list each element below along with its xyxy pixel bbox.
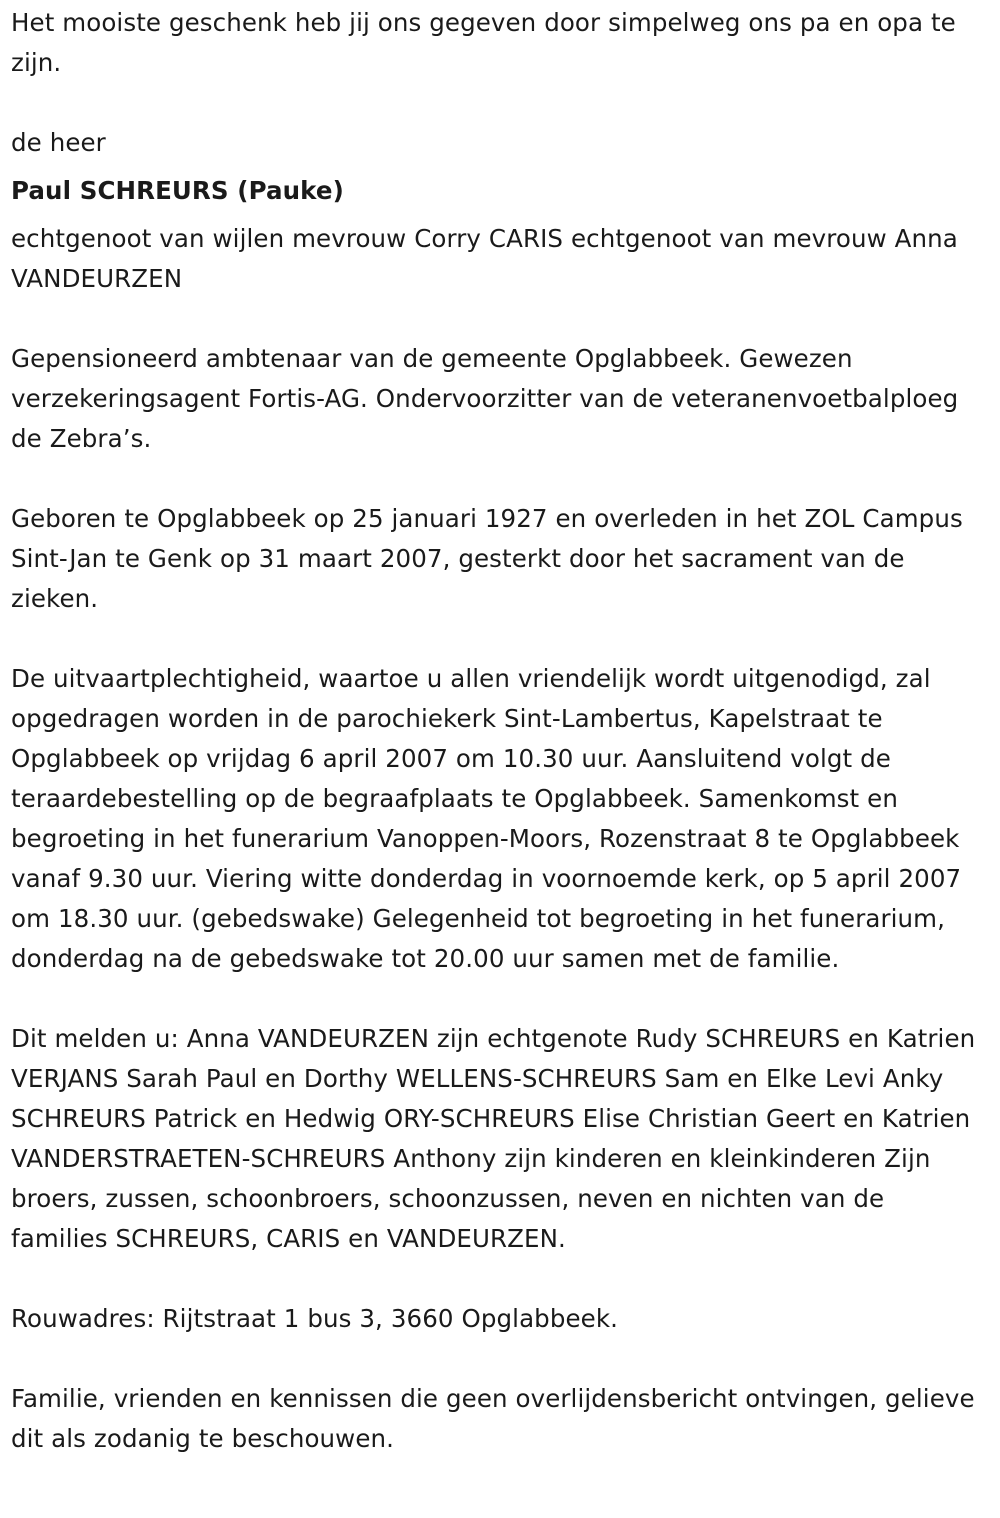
closing-paragraph: Familie, vrienden en kennissen die geen overlijdensbericht ontvingen, gelieve dit als zodanig te beschouwen. (11, 1384, 975, 1453)
address-paragraph: Rouwadres: Rijtstraat 1 bus 3, 3660 Opglabbeek. (11, 1304, 619, 1333)
spouses-paragraph: echtgenoot van wijlen mevrouw Corry CARIS echtgenoot van mevrouw Anna VANDEURZEN (11, 224, 958, 293)
birth-death-paragraph: Geboren te Opglabbeek op 25 januari 1927 en overleden in het ZOL Campus Sint-Jan te Genk op 31 maart 2007, gesterkt door het sacrament van de zieken. (11, 504, 963, 613)
family-paragraph: Dit melden u: Anna VANDEURZEN zijn echtgenote Rudy SCHREURS en Katrien VERJANS Sarah Paul en Dorthy WELLENS-SCHREURS Sam en Elke Levi Anky SCHREURS Patrick en Hedwig ORY-SCHREURS Elise Christian Geert en Katrien VANDERSTRAETEN-SCHREURS Anthony zijn kinderen en kleinkinderen Zijn broers, zussen, schoonbroers, schoonzussen, neven en nichten van de families SCHREURS, CARIS en VANDEURZEN. (11, 1024, 976, 1253)
opening-line: Het mooiste geschenk heb jij ons gegeven door simpelweg ons pa en opa te zijn. (11, 8, 956, 77)
deceased-name: Paul SCHREURS (Pauke) (11, 176, 344, 205)
funeral-paragraph: De uitvaartplechtigheid, waartoe u allen vriendelijk wordt uitgenodigd, zal opgedragen worden in de parochiekerk Sint-Lambertus, Kapelstraat te Opglabbeek op vrijdag 6 april 2007 om 10.30 uur. Aansluitend volgt de teraardebestelling op de begraafplaats te Opglabbeek. Samenkomst en begroeting in het funerarium Vanoppen-Moors, Rozenstraat 8 te Opglabbeek vanaf 9.30 uur. Viering witte donderdag in voornoemde kerk, op 5 april 2007 om 18.30 uur. (gebedswake) Gelegenheid tot begroeting in het funerarium, donderdag na de gebedswake tot 20.00 uur samen met de familie. (11, 664, 962, 973)
title-prefix: de heer (11, 128, 106, 157)
career-paragraph: Gepensioneerd ambtenaar van de gemeente Opglabbeek. Gewezen verzekeringsagent Fortis-AG. Ondervoorzitter van de veteranenvoetbalploeg de Zebra’s. (11, 344, 959, 453)
obituary-notice (11, 3, 986, 1459)
